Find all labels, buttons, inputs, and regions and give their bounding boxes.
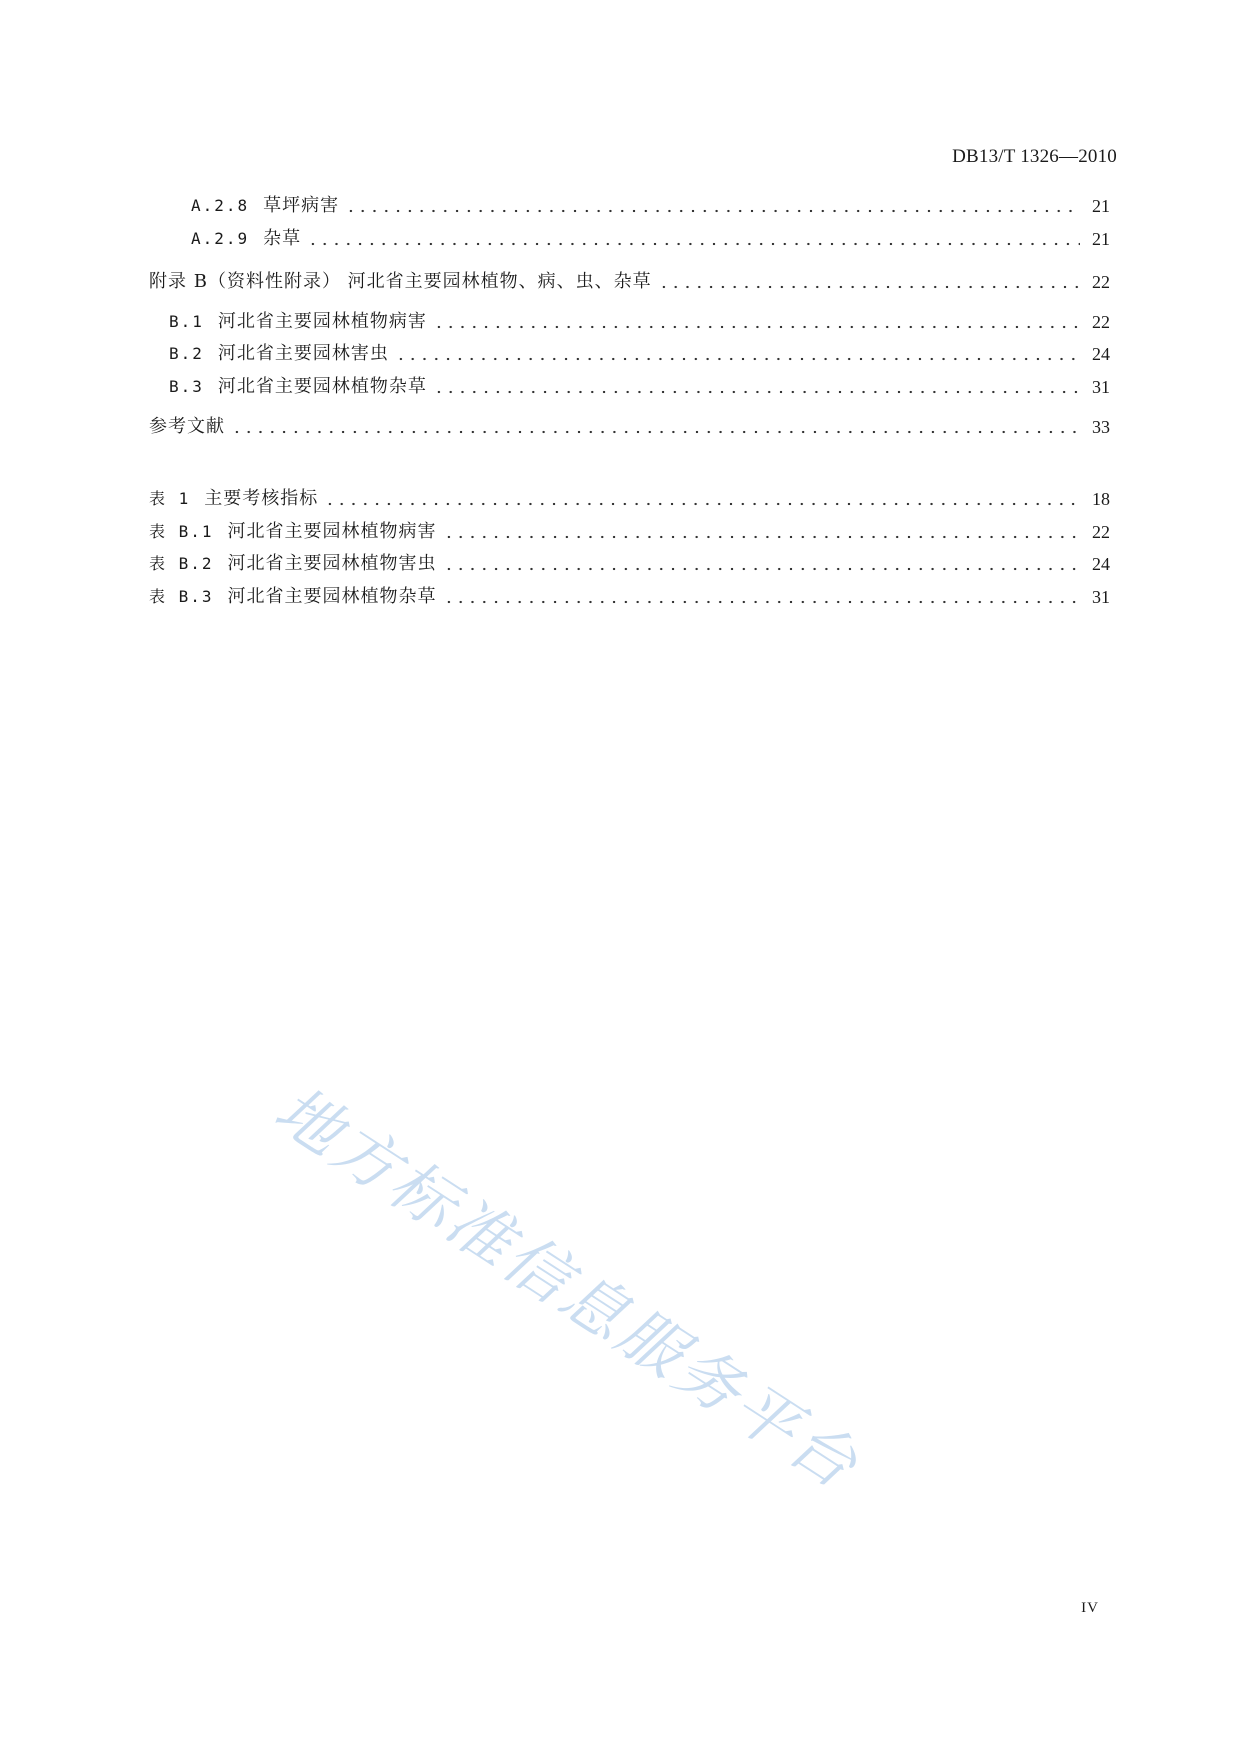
toc-entry-b-3[interactable] bbox=[149, 374, 1110, 400]
toc-entry-title: 附录 B（资料性附录） 河北省主要园林植物、病、虫、杂草 bbox=[149, 271, 652, 292]
dot-leader bbox=[231, 430, 1080, 434]
toc-table-b-3[interactable] bbox=[149, 584, 1110, 610]
toc-table-number: 表 B.2 bbox=[149, 554, 214, 573]
toc-table-page: 24 bbox=[1092, 554, 1110, 574]
dot-leader bbox=[433, 325, 1080, 329]
toc-entry-number: B.2 bbox=[169, 344, 204, 363]
toc-entry-b-2[interactable] bbox=[149, 341, 1110, 367]
toc-table-title: 河北省主要园林植物害虫 bbox=[227, 553, 437, 574]
toc-entry-page: 31 bbox=[1092, 377, 1110, 397]
toc-entry-title: 河北省主要园林害虫 bbox=[217, 343, 389, 364]
toc-table-b-1[interactable] bbox=[149, 519, 1110, 545]
toc-table-page: 22 bbox=[1092, 522, 1110, 542]
toc-entry-title: 河北省主要园林植物病害 bbox=[217, 311, 427, 332]
toc-entry-number: A.2.9 bbox=[191, 229, 250, 248]
dot-leader bbox=[307, 242, 1080, 246]
toc-entry-number: A.2.8 bbox=[191, 196, 250, 215]
toc-entry-page: 24 bbox=[1092, 344, 1110, 364]
toc-table-page: 18 bbox=[1092, 489, 1110, 509]
dot-leader bbox=[658, 285, 1080, 289]
toc-table-page: 31 bbox=[1092, 587, 1110, 607]
toc-table-number: 表 1 bbox=[149, 489, 191, 508]
toc-entry-page: 33 bbox=[1092, 417, 1110, 437]
dot-leader bbox=[443, 600, 1080, 604]
toc-entry-title: 参考文献 bbox=[149, 416, 225, 437]
dot-leader bbox=[345, 209, 1080, 213]
toc-entry-page: 22 bbox=[1092, 272, 1110, 292]
page-number: IV bbox=[1081, 1600, 1099, 1616]
toc-table-1[interactable] bbox=[149, 486, 1110, 512]
dot-leader bbox=[443, 567, 1080, 571]
dot-leader bbox=[443, 535, 1080, 539]
toc-entry-a-2-8[interactable] bbox=[149, 193, 1110, 219]
watermark: 地方标准信息服务平台 bbox=[261, 1072, 873, 1505]
toc-entry-title: 河北省主要园林植物杂草 bbox=[217, 376, 427, 397]
toc-entry-b-1[interactable] bbox=[149, 309, 1110, 335]
toc-entry-number: B.3 bbox=[169, 377, 204, 396]
toc-entry-page: 22 bbox=[1092, 312, 1110, 332]
toc-entry-a-2-9[interactable] bbox=[149, 226, 1110, 252]
document-code: DB13/T 1326—2010 bbox=[952, 146, 1117, 167]
toc-entry-appendix-b[interactable] bbox=[149, 269, 1110, 295]
dot-leader bbox=[395, 357, 1080, 361]
toc-entry-number: B.1 bbox=[169, 312, 204, 331]
toc-entry-references[interactable] bbox=[149, 414, 1110, 440]
toc-entry-page: 21 bbox=[1092, 229, 1110, 249]
dot-leader bbox=[324, 502, 1080, 506]
toc-entry-page: 21 bbox=[1092, 196, 1110, 216]
toc-table-b-2[interactable] bbox=[149, 551, 1110, 577]
dot-leader bbox=[433, 390, 1080, 394]
toc-entry-title: 杂草 bbox=[263, 228, 302, 249]
toc-table-number: 表 B.1 bbox=[149, 522, 214, 541]
toc-table-title: 河北省主要园林植物病害 bbox=[227, 521, 437, 542]
toc-table-title: 河北省主要园林植物杂草 bbox=[227, 586, 437, 607]
toc-entry-title: 草坪病害 bbox=[263, 195, 340, 216]
toc-table-number: 表 B.3 bbox=[149, 587, 214, 606]
toc-table-title: 主要考核指标 bbox=[204, 488, 319, 509]
